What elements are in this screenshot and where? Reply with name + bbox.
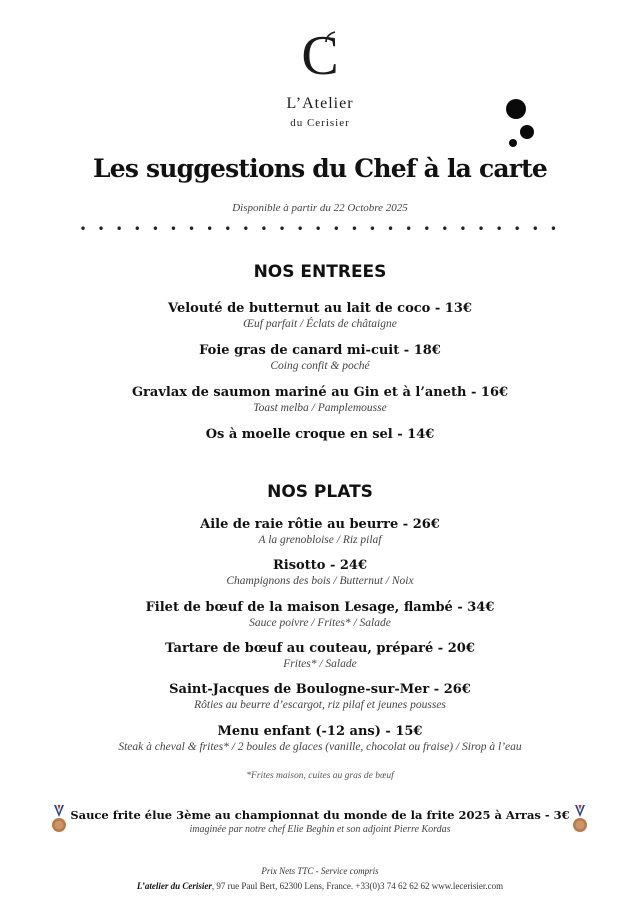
dish-name: Velouté de butternut au lait de coco - 13€ [168, 301, 472, 316]
sauce-name: Sauce frite élue 3ème au championnat du monde de la frite 2025 à Arras - 3€ [70, 808, 570, 822]
logo-monogram: C [301, 25, 339, 87]
dish-description: Coing confit & poché [270, 360, 370, 372]
dish-name: Menu enfant (-12 ans) - 15€ [217, 724, 423, 739]
footnote-frites: *Frites maison, cuites au gras de bœuf [246, 771, 394, 781]
brand-name: L’Atelier [286, 95, 354, 112]
dish-name: Os à moelle croque en sel - 14€ [205, 427, 435, 442]
menu-item [0, 342, 640, 374]
logo-swirl-icon [323, 30, 337, 44]
dish-description: Toast melba / Pamplemousse [253, 402, 387, 414]
menu-item [0, 723, 640, 755]
sauce-highlight [0, 807, 640, 837]
sauce-description: imaginée par notre chef Elie Beghin et son adjoint Pierre Kordas [189, 824, 451, 835]
dish-name: Saint-Jacques de Boulogne-sur-Mer - 26€ [169, 682, 471, 697]
dish-name: Foie gras de canard mi-cuit - 18€ [199, 343, 441, 358]
menu-item [0, 640, 640, 672]
menu-item [0, 426, 640, 443]
section-title-entrees: NOS ENTREES [253, 262, 387, 282]
dish-name: Filet de bœuf de la maison Lesage, flambé - 34€ [145, 600, 495, 615]
footer-prices: Prix Nets TTC - Service compris [261, 866, 379, 876]
menu-item [0, 300, 640, 332]
availability-date: Disponible à partir du 22 Octobre 2025 [232, 202, 408, 214]
menu-item [0, 599, 640, 631]
decorative-dots-icon [506, 98, 546, 150]
dotted-divider: • • • • • • • • • • • • • • • • • • • • • • • • • • • [79, 222, 561, 236]
section-title-plats: NOS PLATS [267, 482, 373, 502]
dish-description: Frites* / Salade [283, 658, 357, 670]
footer-address: , 97 rue Paul Bert, 62300 Lens, France. +33(0)3 74 62 62 62 www.lecerisier.com [211, 881, 504, 891]
dish-description: Rôties au beurre d’escargot, riz pilaf et jeunes pousses [194, 699, 446, 711]
footer-address-line [0, 881, 640, 891]
dish-description: A la grenobloise / Riz pilaf [258, 534, 382, 546]
dish-name: Gravlax de saumon mariné au Gin et à l’aneth - 16€ [131, 385, 509, 400]
footer-venue-name: L’atelier du Cerisier [136, 881, 212, 891]
brand-subname: du Cerisier [290, 117, 350, 129]
menu-item [0, 384, 640, 416]
page-title: Les suggestions du Chef à la carte [92, 154, 548, 183]
dish-description: Œuf parfait / Éclats de châtaigne [243, 318, 397, 330]
dish-description: Champignons des bois / Butternut / Noix [226, 575, 414, 587]
menu-item [0, 516, 640, 548]
dish-name: Aile de raie rôtie au beurre - 26€ [200, 517, 440, 532]
dish-description: Sauce poivre / Frites* / Salade [249, 617, 391, 629]
dish-name: Tartare de bœuf au couteau, préparé - 20€ [165, 641, 475, 656]
menu-item [0, 681, 640, 713]
dish-description: Steak à cheval & frites* / 2 boules de glaces (vanille, chocolat ou fraise) / Sirop à l’eau [118, 741, 522, 753]
dish-name: Risotto - 24€ [273, 558, 367, 573]
menu-item [0, 557, 640, 589]
